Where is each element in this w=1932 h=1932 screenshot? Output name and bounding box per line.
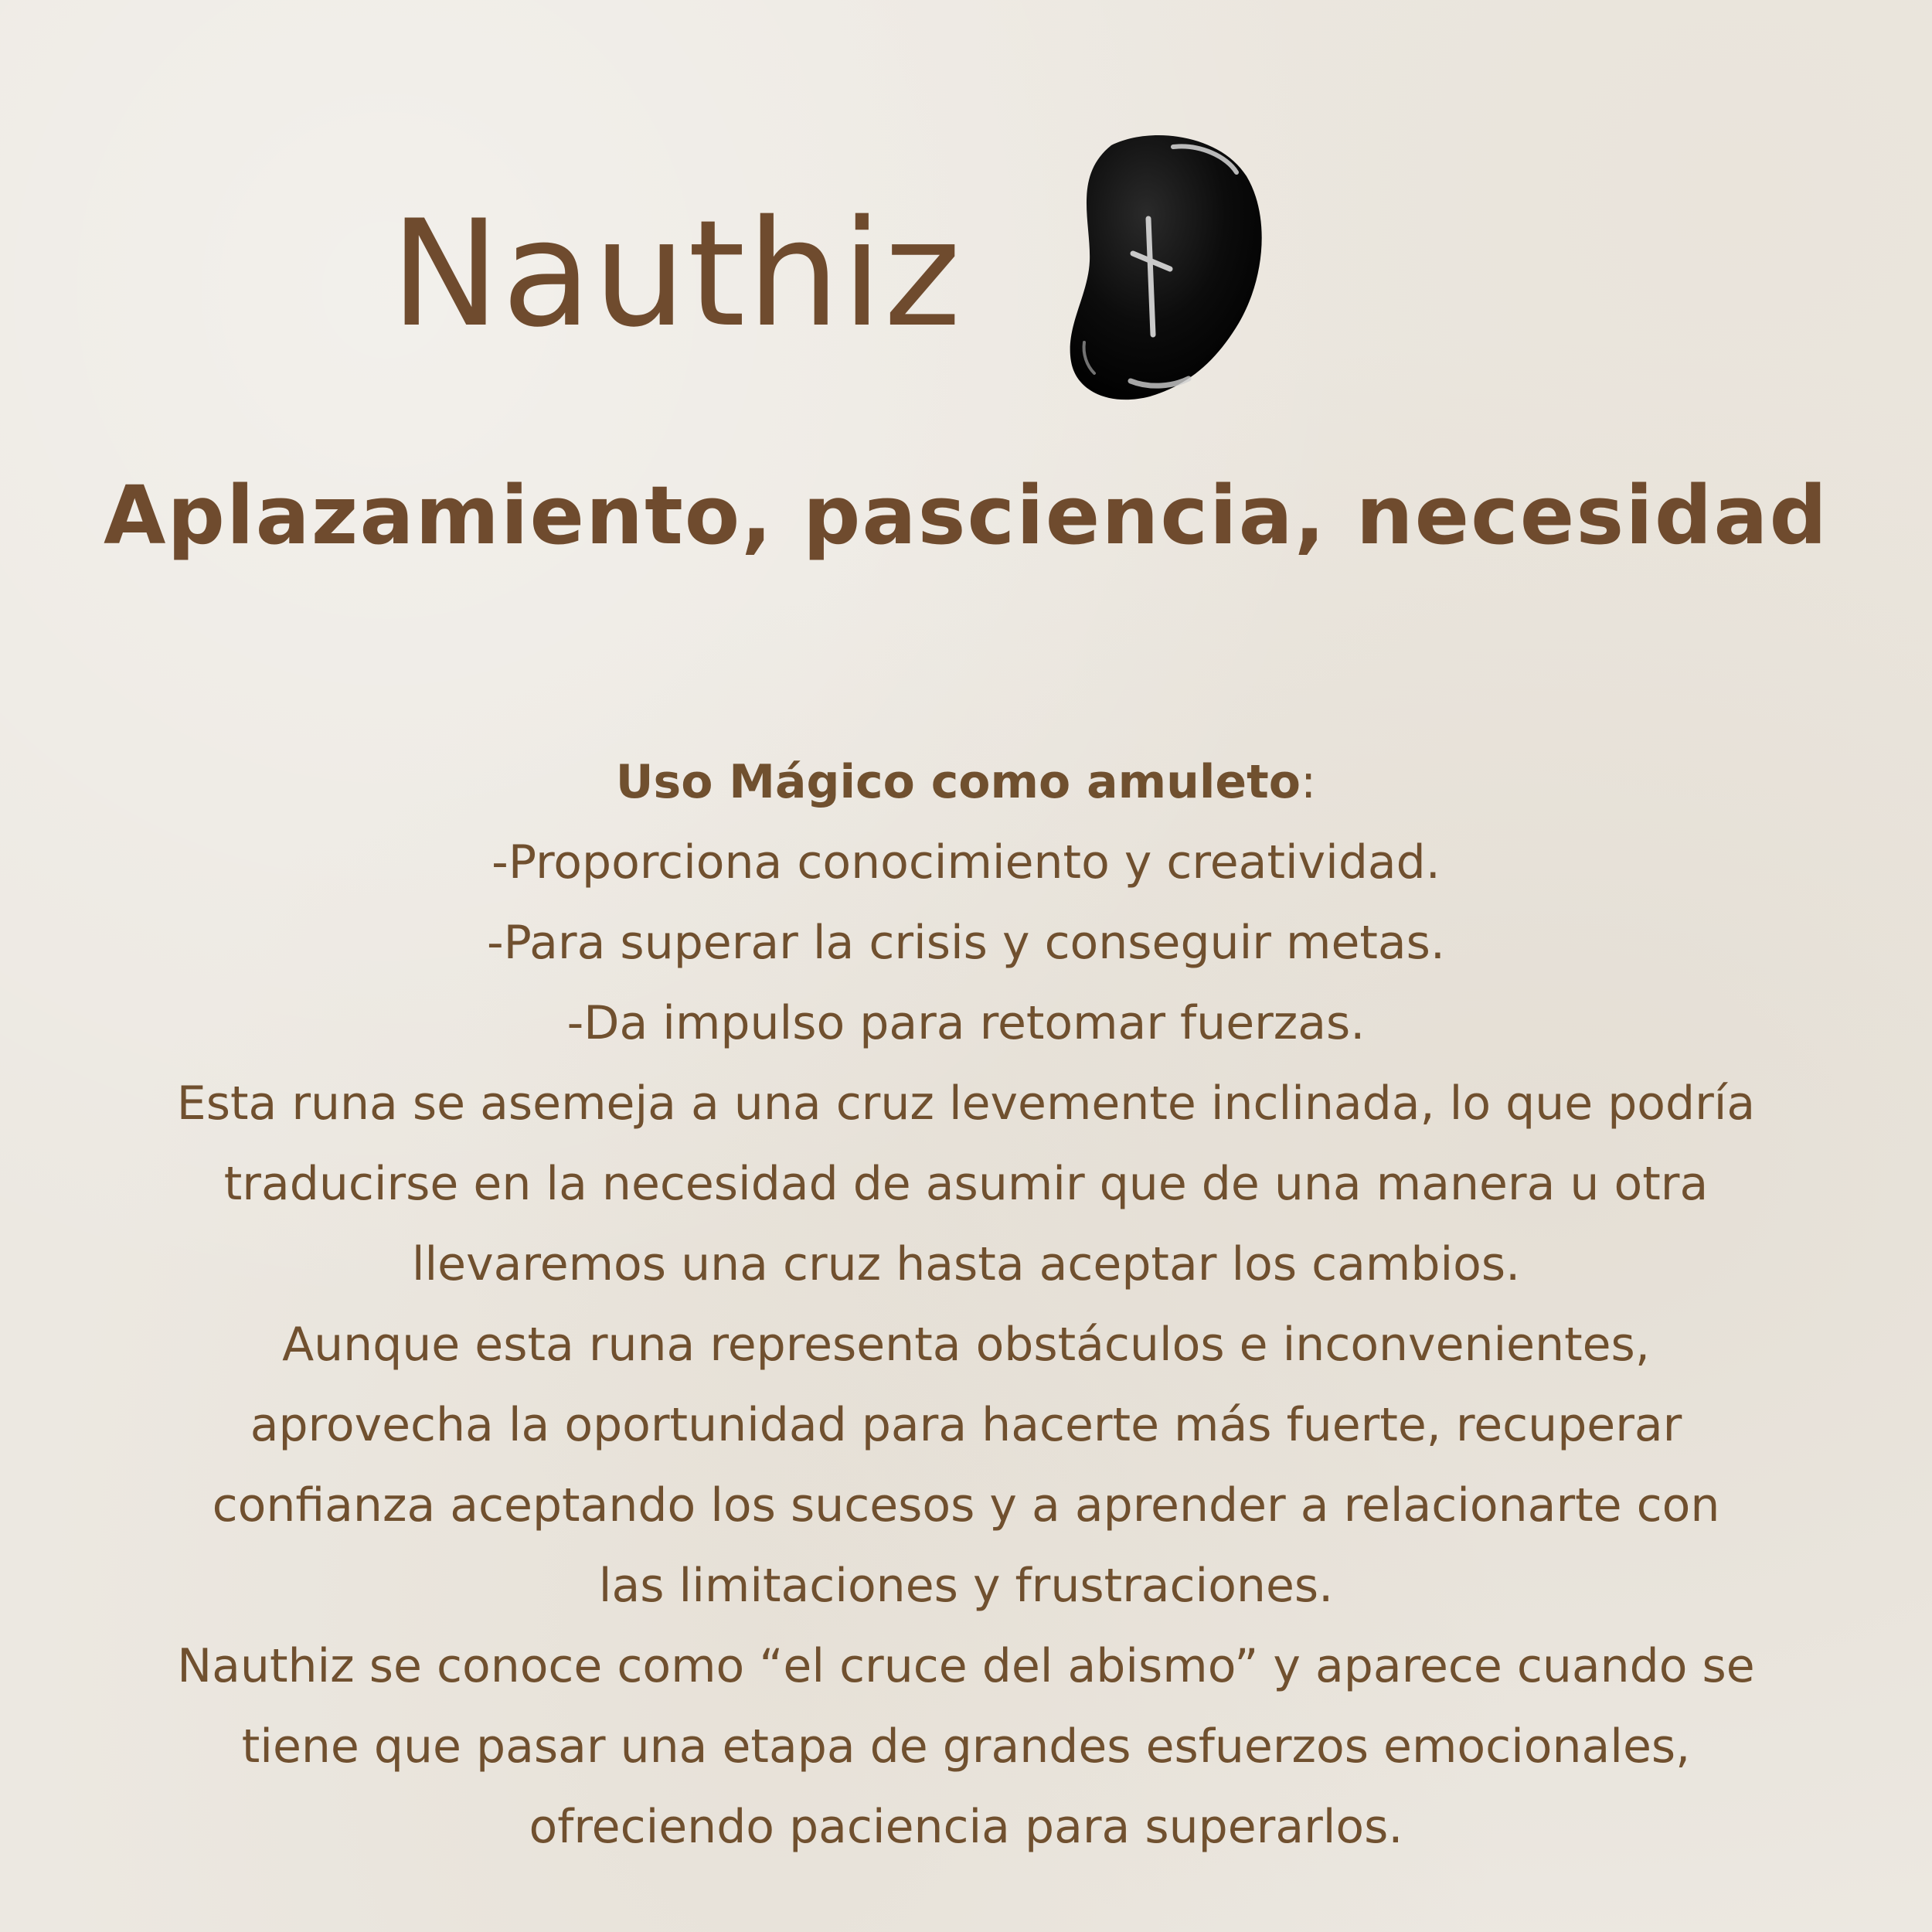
- list-item: -Proporciona conocimiento y creatividad.: [492, 835, 1440, 889]
- subtitle-keywords: Aplazamiento, pasciencia, necesidad: [104, 468, 1828, 563]
- paragraph-line: ofreciendo paciencia para superarlos.: [529, 1800, 1403, 1854]
- paragraph-line: Nauthiz se conoce como “el cruce del abismo” y aparece cuando se: [177, 1639, 1755, 1693]
- paragraph-line: las limitaciones y frustraciones.: [598, 1559, 1334, 1613]
- paragraph-line: aprovecha la oportunidad para hacerte más fuerte, recuperar: [250, 1398, 1682, 1452]
- paragraph-line: Esta runa se asemeja a una cruz levemente inclinada, lo que podría: [176, 1077, 1756, 1131]
- section-heading-colon: :: [1301, 755, 1317, 809]
- page-title: Nauthiz: [390, 189, 963, 359]
- description-body: [46, 742, 1886, 1867]
- section-heading-text: Uso Mágico como amuleto: [615, 755, 1301, 809]
- paragraph-line: confianza aceptando los sucesos y a aprender a relacionarte con: [212, 1478, 1720, 1532]
- paragraph-line: tiene que pasar una etapa de grandes esfuerzos emocionales,: [241, 1719, 1691, 1774]
- paragraph-line: llevaremos una cruz hasta aceptar los cambios.: [411, 1237, 1521, 1291]
- paragraph-line: Aunque esta runa representa obstáculos e inconvenientes,: [282, 1318, 1650, 1372]
- nauthiz-rune-stone-icon: [1057, 130, 1274, 416]
- list-item: -Da impulso para retomar fuerzas.: [566, 996, 1366, 1050]
- section-heading: [46, 742, 1886, 822]
- list-item: -Para superar la crisis y conseguir metas.: [487, 916, 1445, 970]
- paragraph-line: traducirse en la necesidad de asumir que de una manera u otra: [223, 1157, 1709, 1211]
